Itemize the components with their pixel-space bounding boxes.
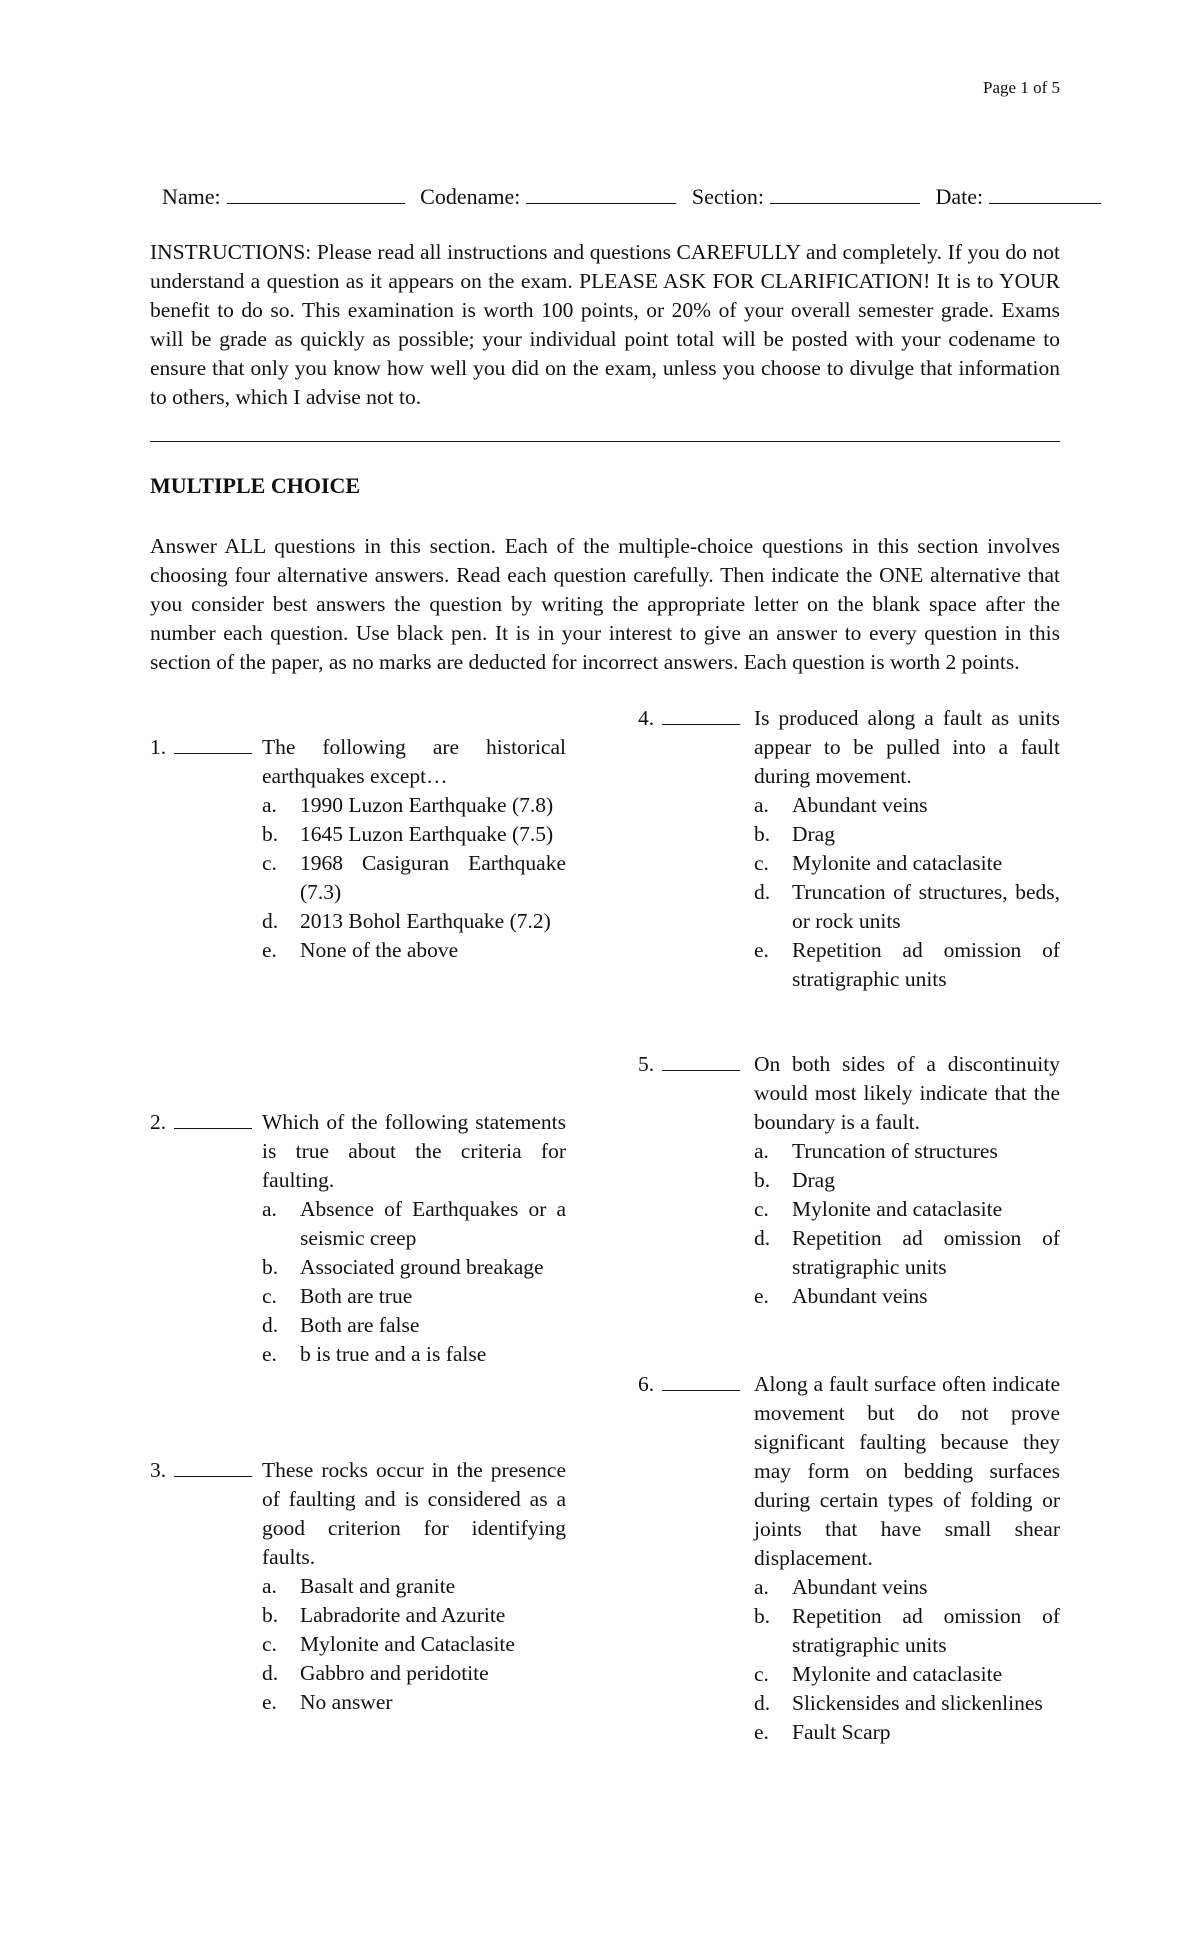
option-d [262, 1311, 566, 1340]
option-letter: e. [754, 1720, 769, 1744]
option-letter: e. [754, 938, 769, 962]
section-intro: Answer ALL questions in this section. Each of the multiple-choice questions in this section involves choosing four alternative answers. Read each question carefully. Then indicate the ONE alternative that you consider best answers the question by writing the appropriate letter on the blank space after the number each question. Use black pen. It is in your interest to give an answer to every question in this section of the paper, as no marks are deducted for incorrect answers. Each question is worth 2 points. [150, 534, 1060, 674]
option-letter: e. [754, 1284, 769, 1308]
option-d [262, 907, 566, 936]
option-letter: a. [754, 793, 769, 817]
option-letter: b. [262, 822, 279, 846]
option-a [262, 791, 566, 820]
option-letter: c. [262, 851, 277, 875]
option-letter: d. [754, 880, 771, 904]
option-c [262, 849, 566, 907]
section-blank[interactable] [770, 185, 920, 204]
option-letter: b. [262, 1255, 279, 1279]
option-letter: a. [754, 1139, 769, 1163]
option-c [754, 849, 1060, 878]
option-letter: b. [754, 822, 771, 846]
option-list [754, 791, 1060, 994]
option-list [262, 1572, 566, 1717]
option-letter: c. [754, 1662, 769, 1686]
option-text: Mylonite and cataclasite [792, 1662, 1003, 1686]
option-letter: e. [262, 1690, 277, 1714]
option-c [262, 1630, 566, 1659]
question-number: 4. [638, 706, 655, 730]
answer-blank[interactable] [174, 1108, 252, 1129]
question-text: The following are historical earthquakes except… [262, 735, 566, 788]
option-text: Drag [792, 822, 835, 846]
option-a [754, 1137, 1060, 1166]
option-letter: b. [262, 1603, 279, 1627]
option-list [754, 1137, 1060, 1311]
question-number: 6. [638, 1372, 655, 1396]
option-letter: b. [754, 1168, 771, 1192]
codename-blank[interactable] [526, 185, 676, 204]
option-text: Basalt and granite [300, 1574, 456, 1598]
option-text: Mylonite and cataclasite [792, 1197, 1003, 1221]
question-2 [150, 1108, 566, 1369]
option-a [754, 1573, 1060, 1602]
option-d [754, 878, 1060, 936]
option-list [262, 1195, 566, 1369]
option-letter: a. [754, 1575, 769, 1599]
question-number: 1. [150, 735, 167, 759]
option-text: Gabbro and peridotite [300, 1661, 489, 1685]
question-4 [638, 704, 1060, 994]
option-a [262, 1195, 566, 1253]
answer-blank[interactable] [662, 1370, 740, 1391]
option-text: Both are true [300, 1284, 413, 1308]
option-letter: d. [754, 1226, 771, 1250]
question-text: Which of the following statements is true about the criteria for faulting. [262, 1110, 566, 1192]
name-field[interactable] [162, 184, 405, 210]
option-d [262, 1659, 566, 1688]
option-text: Repetition ad omission of stratigraphic units [792, 1226, 1060, 1279]
answer-blank[interactable] [174, 733, 252, 754]
section-label: Section: [691, 184, 764, 209]
option-a [262, 1572, 566, 1601]
option-b [262, 1253, 566, 1282]
option-text: None of the above [300, 938, 459, 962]
option-c [754, 1660, 1060, 1689]
divider [150, 441, 1060, 442]
option-letter: d. [262, 909, 279, 933]
option-b [754, 1602, 1060, 1660]
option-list [754, 1573, 1060, 1747]
option-text: Repetition ad omission of stratigraphic units [792, 938, 1060, 991]
instructions-paragraph: INSTRUCTIONS: Please read all instructions and questions CAREFULLY and completely. If you do not understand a question as it appears on the exam. PLEASE ASK FOR CLARIFICATION! It is to YOUR benefit to do so. This examination is worth 100 points, or 20% of your overall semester grade. Exams will be grade as quickly as possible; your individual point total will be posted with your codename to ensure that only you know how well you did on the exam, unless you choose to divulge that information to others, which I advise not to. [150, 240, 1060, 409]
option-text: Absence of Earthquakes or a seismic creep [300, 1197, 566, 1250]
option-b [754, 1166, 1060, 1195]
option-letter: c. [754, 851, 769, 875]
question-3 [150, 1456, 566, 1717]
option-text: 2013 Bohol Earthquake (7.2) [300, 909, 551, 933]
option-b [754, 820, 1060, 849]
option-letter: d. [262, 1313, 279, 1337]
question-number: 5. [638, 1052, 655, 1076]
option-letter: a. [262, 1197, 277, 1221]
date-blank[interactable] [989, 185, 1101, 204]
question-text: Along a fault surface often indicate movement but do not prove significant faulting because they may form on bedding surfaces during certain types of folding or joints that have small shear displacement. [754, 1372, 1060, 1570]
option-letter: e. [262, 1342, 277, 1366]
question-1 [150, 733, 566, 965]
codename-label: Codename: [420, 184, 521, 209]
question-6 [638, 1370, 1060, 1747]
question-number-blank[interactable] [150, 1456, 252, 1485]
option-text: Labradorite and Azurite [300, 1603, 506, 1627]
option-e [262, 1340, 566, 1369]
name-blank[interactable] [227, 185, 405, 204]
answer-blank[interactable] [662, 1050, 740, 1071]
option-list [262, 791, 566, 965]
question-text: On both sides of a discontinuity would most likely indicate that the boundary is a fault. [754, 1052, 1060, 1134]
option-d [754, 1224, 1060, 1282]
option-b [262, 1601, 566, 1630]
question-text: Is produced along a fault as units appear to be pulled into a fault during movement. [754, 706, 1060, 788]
option-text: Mylonite and Cataclasite [300, 1632, 515, 1656]
option-e [754, 936, 1060, 994]
option-letter: a. [262, 793, 277, 817]
option-text: 1990 Luzon Earthquake (7.8) [300, 793, 554, 817]
section-title: MULTIPLE CHOICE [150, 473, 361, 498]
option-text: Repetition ad omission of stratigraphic units [792, 1604, 1060, 1657]
date-field[interactable] [935, 184, 1101, 210]
question-text: These rocks occur in the presence of faulting and is considered as a good criterion for identifying faults. [262, 1458, 566, 1569]
page-number: Page 1 of 5 [983, 78, 1060, 97]
option-e [754, 1282, 1060, 1311]
option-text: Slickensides and slickenlines [792, 1691, 1043, 1715]
question-number: 3. [150, 1458, 167, 1482]
question-number-blank[interactable] [638, 1370, 740, 1399]
option-text: Both are false [300, 1313, 420, 1337]
option-letter: d. [262, 1661, 279, 1685]
option-text: 1968 Casiguran Earthquake (7.3) [300, 851, 566, 904]
option-letter: c. [262, 1284, 277, 1308]
option-text: 1645 Luzon Earthquake (7.5) [300, 822, 554, 846]
section-field[interactable] [692, 184, 920, 210]
option-text: Associated ground breakage [300, 1255, 544, 1279]
answer-blank[interactable] [662, 704, 740, 725]
option-e [754, 1718, 1060, 1747]
option-e [262, 936, 566, 965]
answer-blank[interactable] [174, 1456, 252, 1477]
question-number: 2. [150, 1110, 167, 1134]
option-text: Abundant veins [792, 793, 928, 817]
option-text: b is true and a is false [300, 1342, 487, 1366]
codename-field[interactable] [420, 184, 676, 210]
option-e [262, 1688, 566, 1717]
option-text: Truncation of structures, beds, or rock units [792, 880, 1060, 933]
option-text: No answer [300, 1690, 393, 1714]
option-text: Fault Scarp [792, 1720, 891, 1744]
option-letter: c. [754, 1197, 769, 1221]
question-number-blank[interactable] [150, 733, 252, 762]
option-text: Abundant veins [792, 1284, 928, 1308]
option-letter: e. [262, 938, 277, 962]
option-letter: b. [754, 1604, 771, 1628]
option-text: Drag [792, 1168, 835, 1192]
option-letter: d. [754, 1691, 771, 1715]
option-d [754, 1689, 1060, 1718]
option-a [754, 791, 1060, 820]
option-b [262, 820, 566, 849]
date-label: Date: [935, 184, 984, 209]
question-5 [638, 1050, 1060, 1311]
question-number-blank[interactable] [638, 1050, 740, 1079]
question-number-blank[interactable] [150, 1108, 252, 1137]
student-info-fields [162, 184, 1132, 210]
question-number-blank[interactable] [638, 704, 740, 733]
option-text: Mylonite and cataclasite [792, 851, 1003, 875]
option-text: Abundant veins [792, 1575, 928, 1599]
option-letter: c. [262, 1632, 277, 1656]
name-label: Name: [162, 184, 221, 209]
option-text: Truncation of structures [792, 1139, 998, 1163]
option-c [754, 1195, 1060, 1224]
option-c [262, 1282, 566, 1311]
option-letter: a. [262, 1574, 277, 1598]
